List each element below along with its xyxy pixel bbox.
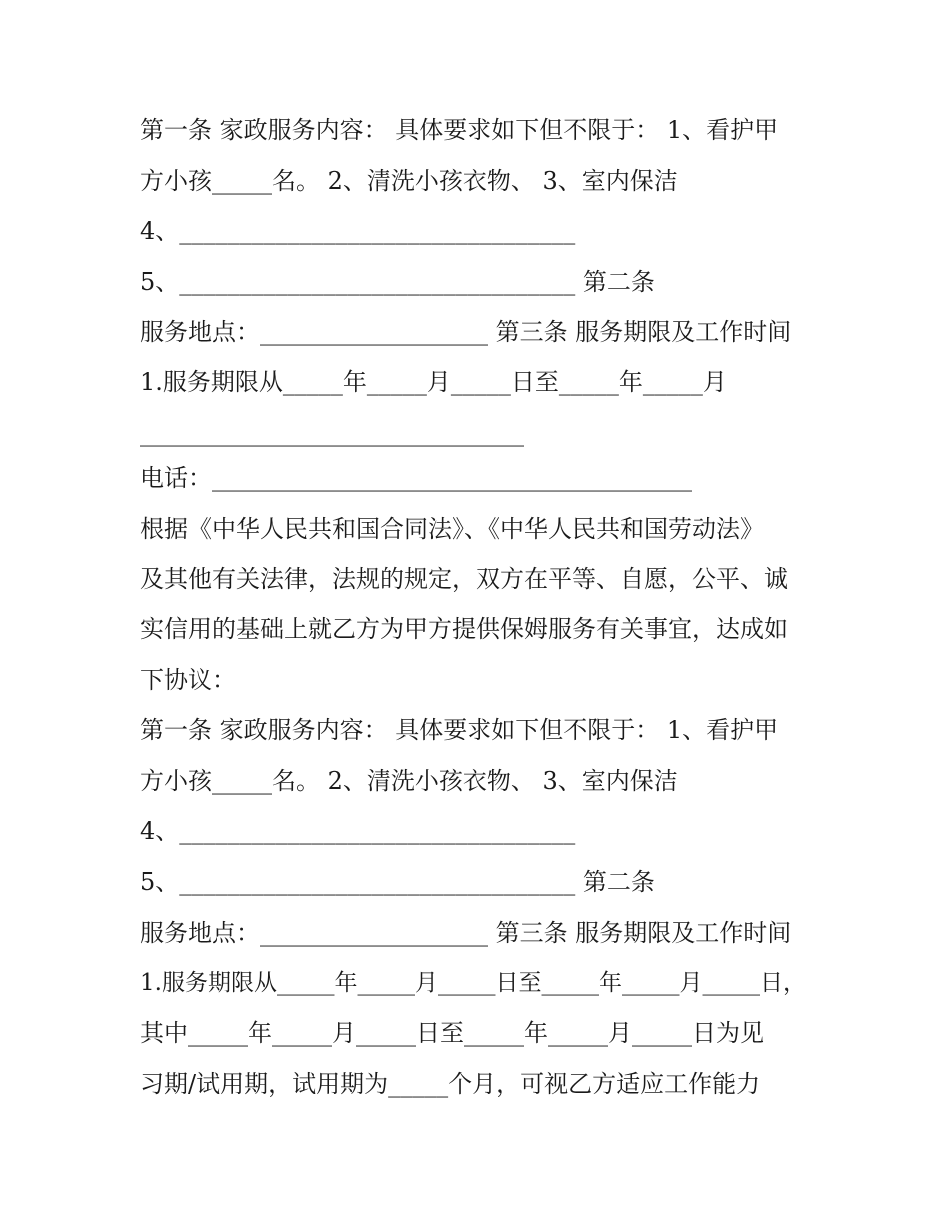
text-line: 5、_________________________________ 第二条 [140, 868, 655, 896]
text-line: 实信用的基础上就乙方为甲方提供保姆服务有关事宜，达成如 [140, 615, 788, 643]
text-line: 5、_________________________________ 第二条 [140, 268, 655, 296]
text-line: 电话：________________________________________ [140, 464, 692, 492]
text-line: 1.服务期限从_____年_____月_____日至_____年_____月 [140, 368, 727, 396]
text-line: 1.服务期限从_____年_____月_____日至_____年_____月_____日， [140, 970, 806, 996]
text-line: 服务地点：___________________ 第三条 服务期限及工作时间 [140, 919, 792, 947]
text-line: 4、_________________________________ [140, 217, 576, 245]
text-line: 服务地点：___________________ 第三条 服务期限及工作时间 [140, 318, 792, 346]
text-line: ________________________________ [140, 419, 524, 447]
text-line: 方小孩_____名。 2、清洗小孩衣物、 3、室内保洁 [140, 767, 678, 795]
text-line: 及其他有关法律，法规的规定，双方在平等、自愿，公平、诚 [140, 565, 788, 593]
text-line: 第一条 家政服务内容： 具体要求如下但不限于： 1、看护甲 [140, 716, 779, 744]
text-line: 方小孩_____名。 2、清洗小孩衣物、 3、室内保洁 [140, 167, 678, 195]
text-line: 4、_________________________________ [140, 817, 576, 845]
text-line: 根据《中华人民共和国合同法》、《中华人民共和国劳动法》 [140, 515, 764, 543]
text-line: 其中_____年_____月_____日至_____年_____月_____日为见 [140, 1019, 764, 1047]
text-line: 第一条 家政服务内容： 具体要求如下但不限于： 1、看护甲 [140, 116, 779, 144]
text-line: 习期/试用期，试用期为_____个月，可视乙方适应工作能力 [140, 1070, 761, 1098]
text-line: 下协议： [140, 666, 236, 694]
